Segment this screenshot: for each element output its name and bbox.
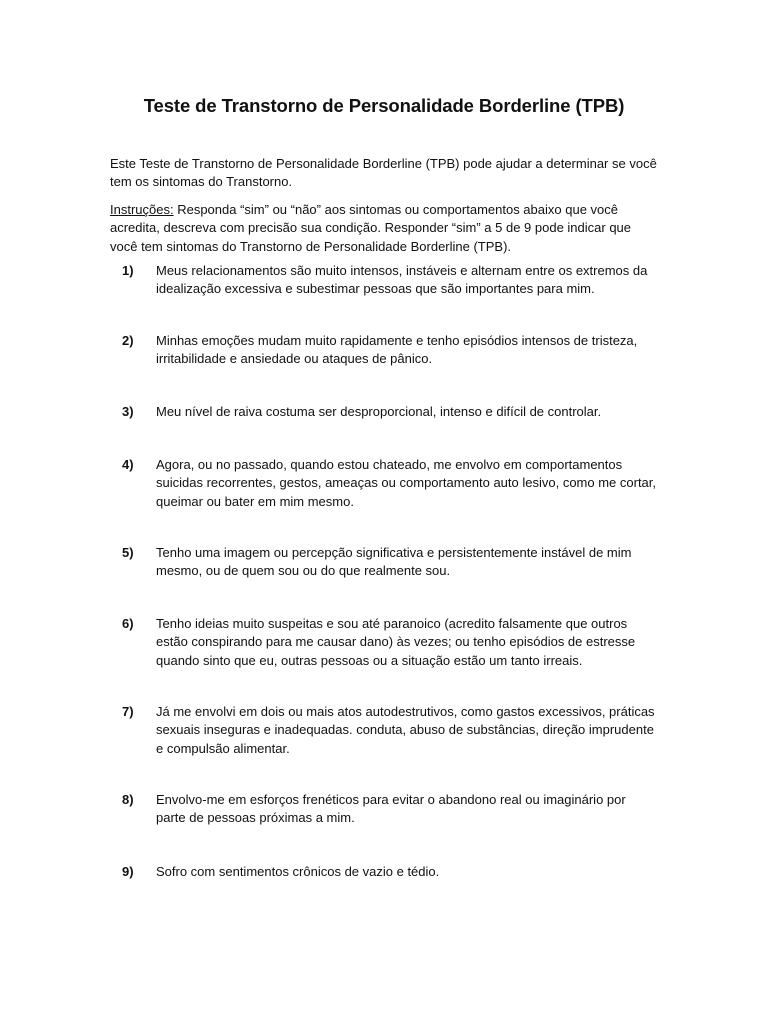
question-item-1 (110, 262, 658, 299)
question-text: Envolvo-me em esforços frenéticos para evitar o abandono real ou imaginário por parte de pessoas próximas a mim. (156, 792, 626, 826)
question-number: 1) (122, 263, 134, 278)
question-number: 8) (122, 792, 134, 807)
question-number: 4) (122, 457, 134, 472)
intro-paragraph: Este Teste de Transtorno de Personalidade Borderline (TPB) pode ajudar a determinar se você tem os sintomas do Transtorno. (110, 156, 657, 190)
question-text: Meu nível de raiva costuma ser desproporcional, intenso e difícil de controlar. (156, 404, 602, 419)
question-item-7 (110, 703, 658, 758)
question-item-6 (110, 615, 658, 670)
question-number: 2) (122, 333, 134, 348)
question-number: 7) (122, 704, 134, 719)
instructions-paragraph (110, 201, 658, 256)
question-number: 6) (122, 616, 134, 631)
question-item-5 (110, 544, 658, 581)
question-text: Já me envolvi em dois ou mais atos autodestrutivos, como gastos excessivos, práticas sexuais inseguras e inadequadas. conduta, abuso de substâncias, direção imprudente e compulsão alimentar. (156, 704, 655, 756)
question-text: Agora, ou no passado, quando estou chateado, me envolvo em comportamentos suicidas recorrentes, gestos, ameaças ou comportamento auto lesivo, como me cortar, queimar ou bater em mim mesmo. (156, 457, 657, 509)
question-item-9 (110, 863, 658, 881)
question-text: Tenho ideias muito suspeitas e sou até paranoico (acredito falsamente que outros estão conspirando para me causar dano) às vezes; ou tenho episódios de estresse quando sinto que eu, outras pessoas ou a situação estão um tanto irreais. (156, 616, 636, 668)
question-number: 3) (122, 404, 134, 419)
instructions-text: Responda “sim” ou “não” aos sintomas ou comportamentos abaixo que você acredita, descreva com precisão sua condição. Responder “sim” a 5 de 9 pode indicar que você tem sintomas do Transtorno de Personalidade Borderline (TPB). (110, 202, 632, 254)
question-text: Minhas emoções mudam muito rapidamente e tenho episódios intensos de tristeza, irritabilidade e ansiedade ou ataques de pânico. (156, 333, 638, 367)
question-number: 5) (122, 545, 134, 560)
question-item-2 (110, 332, 658, 369)
question-text: Sofro com sentimentos crônicos de vazio e tédio. (156, 864, 440, 879)
question-text: Tenho uma imagem ou percepção significativa e persistentemente instável de mim mesmo, ou de quem sou ou do que realmente sou. (156, 545, 632, 579)
question-number: 9) (122, 864, 134, 879)
question-item-3 (110, 403, 658, 421)
instructions-label: Instruções: (110, 202, 174, 217)
question-text: Meus relacionamentos são muito intensos, instáveis e alternam entre os extremos da idealização excessiva e subestimar pessoas que são importantes para mim. (156, 263, 648, 297)
question-item-8 (110, 791, 658, 828)
document-title: Teste de Transtorno de Personalidade Borderline (TPB) (143, 95, 625, 116)
question-item-4 (110, 456, 658, 511)
